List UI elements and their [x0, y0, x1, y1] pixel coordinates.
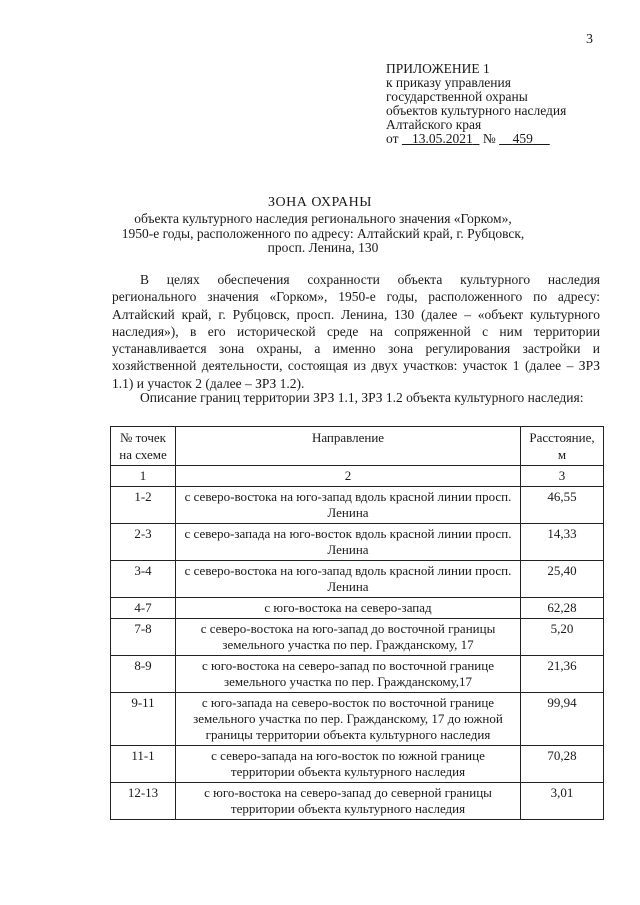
- order-number: 459: [512, 131, 533, 146]
- cell-distance: 14,33: [521, 524, 604, 561]
- cell-direction: с северо-востока на юго-запад вдоль красной линии просп. Ленина: [176, 561, 521, 598]
- cell-direction: с северо-запада на юго-восток вдоль красной линии просп. Ленина: [176, 524, 521, 561]
- cell-direction: с северо-запада на юго-восток по южной границе территории объекта культурного наследия: [176, 746, 521, 783]
- document-title: ЗОНА ОХРАНЫ: [268, 195, 372, 210]
- cell-points: 3-4: [111, 561, 176, 598]
- cell-distance: 62,28: [521, 598, 604, 619]
- cell-points: 4-7: [111, 598, 176, 619]
- header-points: № точек на схеме: [111, 427, 176, 466]
- cell-points: 11-1: [111, 746, 176, 783]
- header-direction: Направление: [176, 427, 521, 466]
- order-date: 13.05.2021: [411, 131, 473, 146]
- header-distance: Расстояние, м: [521, 427, 604, 466]
- table-header-row: [111, 427, 604, 466]
- order-prefix: от: [386, 131, 399, 146]
- cell-direction: с северо-востока на юго-запад до восточной границы земельного участка по пер. Гражданскому, 17: [176, 619, 521, 656]
- cell-points: 9-11: [111, 693, 176, 746]
- intro-paragraph: В целях обеспечения сохранности объекта культурного наследия регионального значения «Горком», 1950-е годы, расположенного по адресу: Алтайский край, г. Рубцовск, просп. Ленина, 130 (далее – «объект культурного наследия»), в его исторической среде на сопряженной с ним территории устанавливается зона охраны, а именно зона регулирования застройки и хозяйственной деятельности, состоящая из двух участков: участок 1 (далее – ЗРЗ 1.1) и участок 2 (далее – ЗРЗ 1.2).: [112, 272, 600, 391]
- cell-points: 8-9: [111, 656, 176, 693]
- cell-direction: с юго-востока на северо-запад до северной границы территории объекта культурного наследия: [176, 783, 521, 820]
- table-row: [111, 524, 604, 561]
- page-number: 3: [586, 32, 593, 47]
- boundaries-table: [110, 426, 604, 820]
- table-row: [111, 656, 604, 693]
- cell-direction: с северо-востока на юго-запад вдоль красной линии просп. Ленина: [176, 487, 521, 524]
- column-number: 1: [111, 466, 176, 487]
- order-number-label: №: [482, 131, 496, 146]
- appendix-line: к приказу управления: [386, 75, 511, 90]
- column-number: 2: [176, 466, 521, 487]
- table-row: [111, 619, 604, 656]
- order-line: [386, 132, 616, 146]
- cell-distance: 25,40: [521, 561, 604, 598]
- cell-distance: 70,28: [521, 746, 604, 783]
- cell-distance: 21,36: [521, 656, 604, 693]
- appendix-line: Алтайского края: [386, 117, 482, 132]
- table-row: [111, 783, 604, 820]
- table-row: [111, 598, 604, 619]
- cell-points: 1-2: [111, 487, 176, 524]
- cell-distance: 5,20: [521, 619, 604, 656]
- cell-direction: с юго-востока на северо-запад: [176, 598, 521, 619]
- cell-points: 12-13: [111, 783, 176, 820]
- cell-direction: с юго-востока на северо-запад по восточной границе земельного участка по пер. Гражданскому,17: [176, 656, 521, 693]
- column-number: 3: [521, 466, 604, 487]
- document-subtitle: объекта культурного наследия регионального значения «Горком», 1950-е годы, расположенного по адресу: Алтайский край, г. Рубцовск, просп. Ленина, 130: [121, 211, 525, 255]
- table-caption: Описание границ территории ЗРЗ 1.1, ЗРЗ 1.2 объекта культурного наследия:: [140, 390, 584, 405]
- table-row: [111, 746, 604, 783]
- table-row: [111, 561, 604, 598]
- cell-distance: 46,55: [521, 487, 604, 524]
- cell-direction: с юго-запада на северо-восток по восточной границе земельного участка по пер. Гражданскому, 17 до южной границы территории объекта культурного наследия: [176, 693, 521, 746]
- cell-distance: 3,01: [521, 783, 604, 820]
- cell-points: 2-3: [111, 524, 176, 561]
- appendix-line: государственной охраны: [386, 89, 528, 104]
- cell-distance: 99,94: [521, 693, 604, 746]
- table-row: [111, 693, 604, 746]
- table-row: [111, 487, 604, 524]
- table-column-numbers: [111, 466, 604, 487]
- appendix-line: объектов культурного наследия: [386, 103, 567, 118]
- cell-points: 7-8: [111, 619, 176, 656]
- appendix-block: [386, 62, 616, 146]
- appendix-line: ПРИЛОЖЕНИЕ 1: [386, 61, 490, 76]
